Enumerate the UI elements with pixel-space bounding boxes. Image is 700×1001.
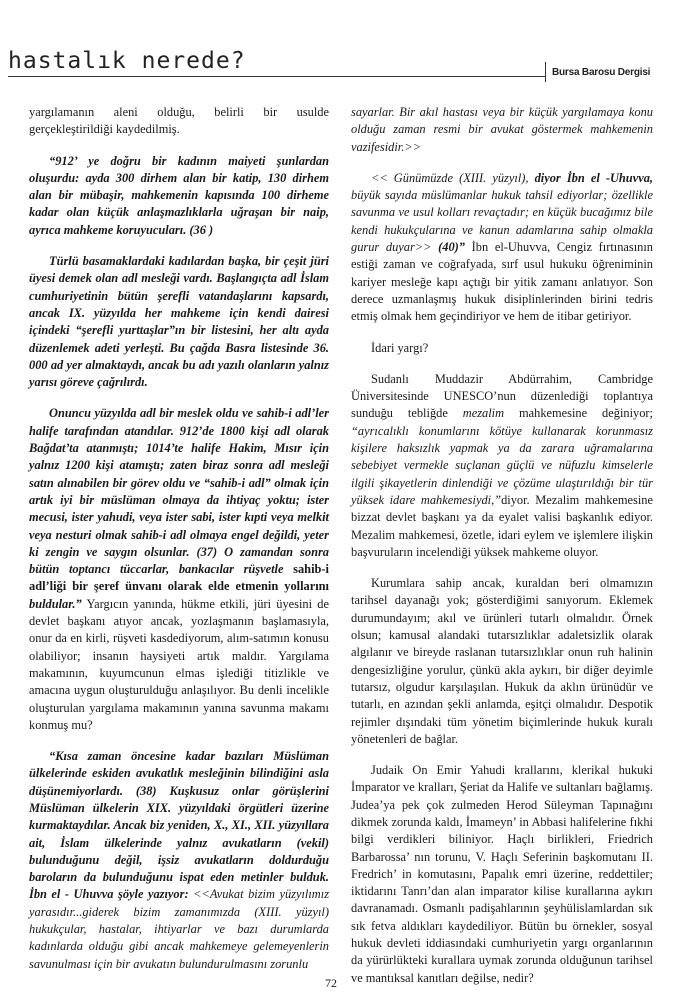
page-number: 72 [325, 976, 337, 990]
page-header [0, 40, 700, 90]
text-span: Onuncu yüzyılda adl bir meslek oldu ve sahib-i adl’ler halife tarafından atandılar. 912’de 1800 kişi adl olarak Bağdat’ta atanmıştı; 1014’te halife Hakim, Mısır için yalnız 1200 kişi atamıştı; zaten biraz sonra adl mesleği satın alınabilen bir görev oldu ve “sahib-i adl” olmak için artık iyi bir müslüman olmaya da ihtiyaç yoktu; ister mecusi, ister yahudi, veya ister sabi, ister kıpti veya melkit veya nesturi olmak sahib-i adl olmaya engel değildi, yeter ki zengin ve saygın olsunlar. (37) O zamandan sonra bütün toptancı tüccarlar, bankacılar rüşvetle [29, 406, 329, 577]
text-span: mezalim [447, 406, 505, 421]
text-span: diyor. Mezalim mahkemesine bizzat devlet başkanı ya da eyalet valisi başkanlık ediyor. Mezalim mahkemesi, özetle, idari eylem ve işlemlere ilişkin başvuruların incelendiği yüksek mahkeme oluyor. [351, 492, 653, 559]
text-span: sahib-i adl’liği bir şeref ünvanı olarak elde etmenin yollarını [29, 562, 329, 594]
text-span: diyor İbn el -Uhuvva, [528, 170, 653, 185]
text-span: İbn el-Uhuvva, Cengiz fırtınasının estiği zaman ve coğrafyada, sırf usul hukuku öğreniminin kariyer mesleğe kapı açtığı bir yitik zamanı anlatıyor. Son derece uzmanlaşmış hukuk disiplinlerinden birini tedris etmiş olmak hem geçindiriyor ve hem de itibar getiriyor. [351, 240, 653, 324]
section-title: hastalık nerede? [8, 48, 246, 74]
journal-name: Bursa Barosu Dergisi [552, 67, 651, 78]
paragraph [29, 748, 329, 973]
text-span: << Günümüzde (XIII. yüzyıl), [371, 170, 529, 185]
header-rule [8, 76, 546, 77]
text-span: Yargıcın yanında, hükme etkili, jüri üyesini de devlet başkanı atıyor ancak, yozlaşmanın başlamasıyla, onur da en kirli, rüşveti kasdediyorum, alım-satımın konusu olabiliyor; insanın haysiyeti artık maldır. Yargılama makamının, kuyumcunun elmas işlediği titizlikle ve amacına uygun oluşturulduğu anlaşılıyor. Bu denli incelikle oluşturulan yargılama makamının yanına savunma makamı konmuş mu? [29, 596, 329, 732]
paragraph [351, 371, 653, 561]
quote-paragraph: Türlü basamaklardaki kadılardan başka, bir çeşit jüri üyesi demek olan adl mesleği vardı. Başlangıçta adl İslam cumhuriyetinin bütün şerefli vatandaşlarını kapsardı, ancak IX. yüzyılda her mahkeme için kendi dairesi içindeki “şerefli yurttaşlar”ın bir listesini, her altı ayda düzenlemek adeti yerleşti. Bu çağda Basra listesinde 36. 000 ad yer almaktaydı, ancak bu adı yazılı olanların yalnız yarısı göreve çağrılırdı. [29, 254, 329, 390]
header-divider [545, 62, 546, 82]
text-span: “Kısa zaman öncesine kadar bazıları Müslüman ülkelerinde eskiden avukatlık mesleğinin bilindiğini asla düşünemiyorlardı. (38) Kuşkusuz onlar görüşlerini Müslüman ülkelerin XIX. yüzyıldaki örgütleri üzerine kurmaktaydılar. Ancak biz yeniden, X., XI., XII. yüzyıllara ait, İslam ülkelerinde yalnız avukatların (vekil) bulunduğunu değil, işsiz avukatların doldurduğu baroların da bulunduğunu ispat eden metinler bulduk. İbn el - Uhuvva şöyle yazıyor: [29, 749, 329, 902]
text-span: büyük sayıda müslümanlar hukuk tahsil ediyorlar; özellikle savunma ve usul kolları revaçtadır; en küçük bucağımız bile kendi hukukçularına ve kanun adamlarına sahip olmakla gurur duyar>> [351, 188, 653, 255]
text-span: “ayrıcalıklı konumlarını kötüye kullanarak korunmasız kişilere haksızlık yapmak ya da zarara uğramalarına sebebiyet vermekle suçlanan güçlü ve nüfuzlu kimselerle ilgili şikayetlerin dinlendiği ve çözüme ulaştırıldığı bir tür yüksek idare mahkemesiydi,” [351, 423, 653, 507]
text-span: <<Avukat bizim yüzyılımız yarasıdır...giderek bizim zamanımızda (XIII. yüzyıl) hukukçular, hastalar, ihtiyarlar ve bazı durumlarda kadınlarda olduğu gibi ancak mahkemeye gelemeyenlerin savunulması için bir avukatın bulundurulmasını zorunlu [29, 887, 330, 971]
paragraph: Kurumlara sahip ancak, kuraldan beri olmamızın tarihsel dayanağı yok; gösterdiğimi sanıyorum. Eklemek durumundayım; akıl ve ürünleri tutarlı olmalıdır. Örnek olsun; kamusal alandaki tutarsızlıklar adaletsizlik olarak algılanır ve bireyde raslanan tutarsızlıklar onun ruh halinin dengesizliğine yorulur, çünkü akla aykırı, bir diğer deyimle tutarsız, olgudur karşılaşılan. Hukuk da aklın ürünüdür ve tutarlı, en azından şekli anlamda, eşitçi olmalıdır. Despotik rejimler dışındaki tüm yönetim biçimlerinde hukuk kuralı yönetenleri de bağlar. [351, 576, 653, 746]
left-column [29, 104, 329, 987]
paragraph [29, 405, 329, 734]
text-span: mahkemesine değiniyor; [504, 406, 653, 421]
paragraph: yargılamanın aleni olduğu, belirli bir usulde gerçekleştirildiği kaydedilmiş. [29, 105, 329, 137]
paragraph: sayarlar. Bir akıl hastası veya bir küçük yargılamaya konu olduğu zaman resmi bir avukat göstermek mahkemenin vazifesidir.>> [351, 105, 653, 154]
paragraph: Judaik On Emir Yahudi krallarını, klerikal hukuki İmparator ve kralları, Şeriat da Halife ve sultanları bağlamış. Judea’ya pek çok zulmeden Herod Süleyman Tapınağını dikmek zorunda kaldı, İmameyn’ in Abbasi halifelerine fıkhi bilgi verdikleri biliniyor. Haçlı birlikleri, Friedrich Barbarossa’ nın torunu, V. Haçlı Seferinin başkomutanı II. Fredrich’ in komutasını, Papalık emri üzerine, reddettiler; iktidarını Tanrı’dan alan imparator kilise kurallarına aykırı davranamadı. Osmanlı padişahlarının şeyhülislamlardan sık sık fetva aldıkları kaydediliyor. Bütün bu örnekler, sosyal hukuk devleti iddiasındaki cumhuriyetin yargı organlarının da yürürlükteki kurallara uymak zorunda olduğunun tarihsel ve mantıksal kanıtları değilse, nedir? [351, 763, 653, 985]
paragraph [351, 170, 653, 326]
text-span: Sudanlı Muddazir Abdürrahim, Cambridge Üniversitesinde UNESCO’nun düzenlediği toplantıya sunduğu tebliğde [351, 371, 653, 421]
subheading: İdari yargı? [371, 340, 429, 355]
right-column [351, 104, 653, 1001]
quote-paragraph: “912’ ye doğru bir kadının maiyeti şunlardan oluşurdu: ayda 300 dirhem alan bir katip, 130 dirhem alan bir mübaşir, mahkemenin kapısında 100 dirheme kadar olan küçük anlaşmazlıklarla uğraşan bir naip, ayrıca mahkeme koruyucuları. (36 ) [29, 153, 329, 237]
text-span: (40)” [431, 240, 466, 255]
text-span: buldular.” [29, 596, 82, 611]
